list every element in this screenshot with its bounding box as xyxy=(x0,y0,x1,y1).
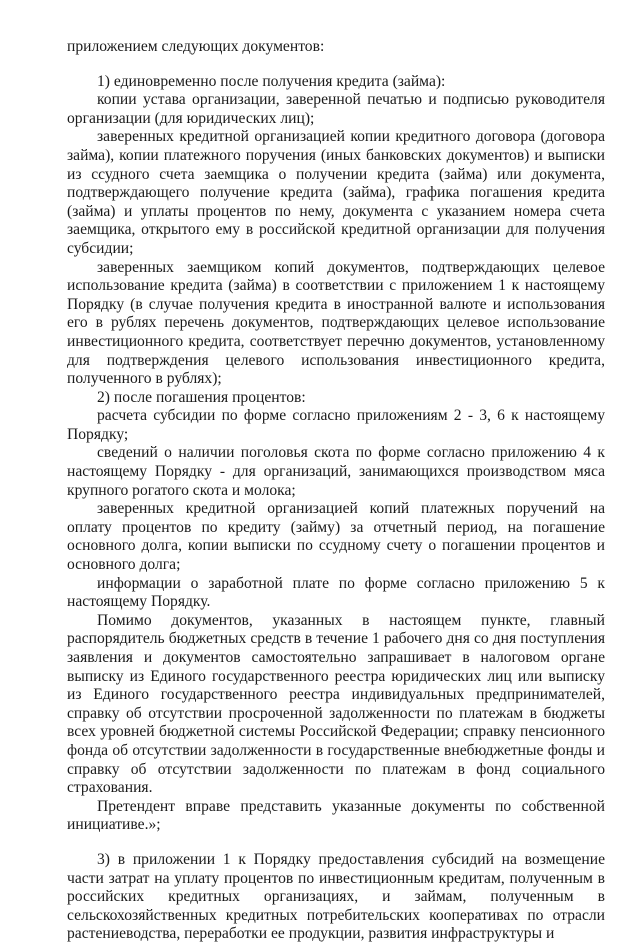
paragraph-target-use-documents: заверенных заемщиком копий документов, подтверждающих целевое использование кредита (займа) в соответствии с приложением 1 к настоящему Порядку (в случае получения кредита в иностранной валюте и использования его в рублях перечень документов, подтверждающих целевое использование инвестиционного кредита, соответствует перечню документов, установленному для подтверждения целевого использования инвестиционного кредита, полученного в рублях); xyxy=(67,258,605,388)
paragraph-additional-requests: Помимо документов, указанных в настоящем пункте, главный распорядитель бюджетных средств в течение 1 рабочего дня со дня поступления заявления и документов самостоятельно запрашивает в налоговом органе выписку из Единого государственного реестра юридических лиц или выписку из Единого государственного реестра индивидуальных предпринимателей, справку об отсутствии просроченной задолженности по платежам в бюджеты всех уровней бюджетной системы Российской Федерации; справку пенсионного фонда об отсутствии задолженности в государственные внебюджетные фонды и справку об отсутствии задолженности по платежам в фонд социального страхования. xyxy=(67,611,605,797)
paragraph-intro: приложением следующих документов: xyxy=(67,38,325,55)
paragraph-item-3: 3) в приложении 1 к Порядку предоставления субсидий на возмещение части затрат на уплату процентов по инвестиционным кредитам, полученным в российских кредитных организациях, и займам, полученным в сельскохозяйственных кредитных потребительских кооперативах по отрасли растениеводства, переработки ее продукции, развития инфраструктуры и xyxy=(67,850,605,943)
paragraph-item-2-heading: 2) после погашения процентов: xyxy=(97,388,306,406)
paragraph-subsidy-calculation: расчета субсидии по форме согласно приложениям 2 - 3, 6 к настоящему Порядку; xyxy=(67,407,605,443)
paragraph-item-1-heading: 1) единовременно после получения кредита (займа): xyxy=(97,72,446,90)
document-page xyxy=(67,38,605,944)
paragraph-credit-agreement-copies: заверенных кредитной организацией копии кредитного договора (договора займа), копии платежного поручения (иных банковских документов) и выписки из ссудного счета заемщика о получении кредита (займа) или документа, подтверждающего получение кредита (займа), графика погашения кредита (займа) и уплаты процентов по нему, документа с указанием номера счета заемщика, открытого ему в российской кредитной организации для получения субсидии; xyxy=(67,128,605,257)
paragraph-salary-info: информации о заработной плате по форме согласно приложению 5 к настоящему Порядку. xyxy=(67,574,605,611)
paragraph-applicant-right: Претендент вправе представить указанные документы по собственной инициативе.»; xyxy=(67,797,605,834)
paragraph-payment-orders: заверенных кредитной организацией копий платежных поручений на оплату процентов по кредиту (займу) за отчетный период, на погашение основного долга, копии выписки по ссудному счету о погашении процентов и основного долга; xyxy=(67,500,605,574)
paragraph-livestock-info: сведений о наличии поголовья скота по форме согласно приложению 4 к настоящему Порядку - для организаций, занимающихся производством мяса крупного рогатого скота и молока; xyxy=(67,444,605,499)
paragraph-charter-copies: копии устава организации, заверенной печатью и подписью руководителя организации (для юридических лиц); xyxy=(67,91,605,127)
